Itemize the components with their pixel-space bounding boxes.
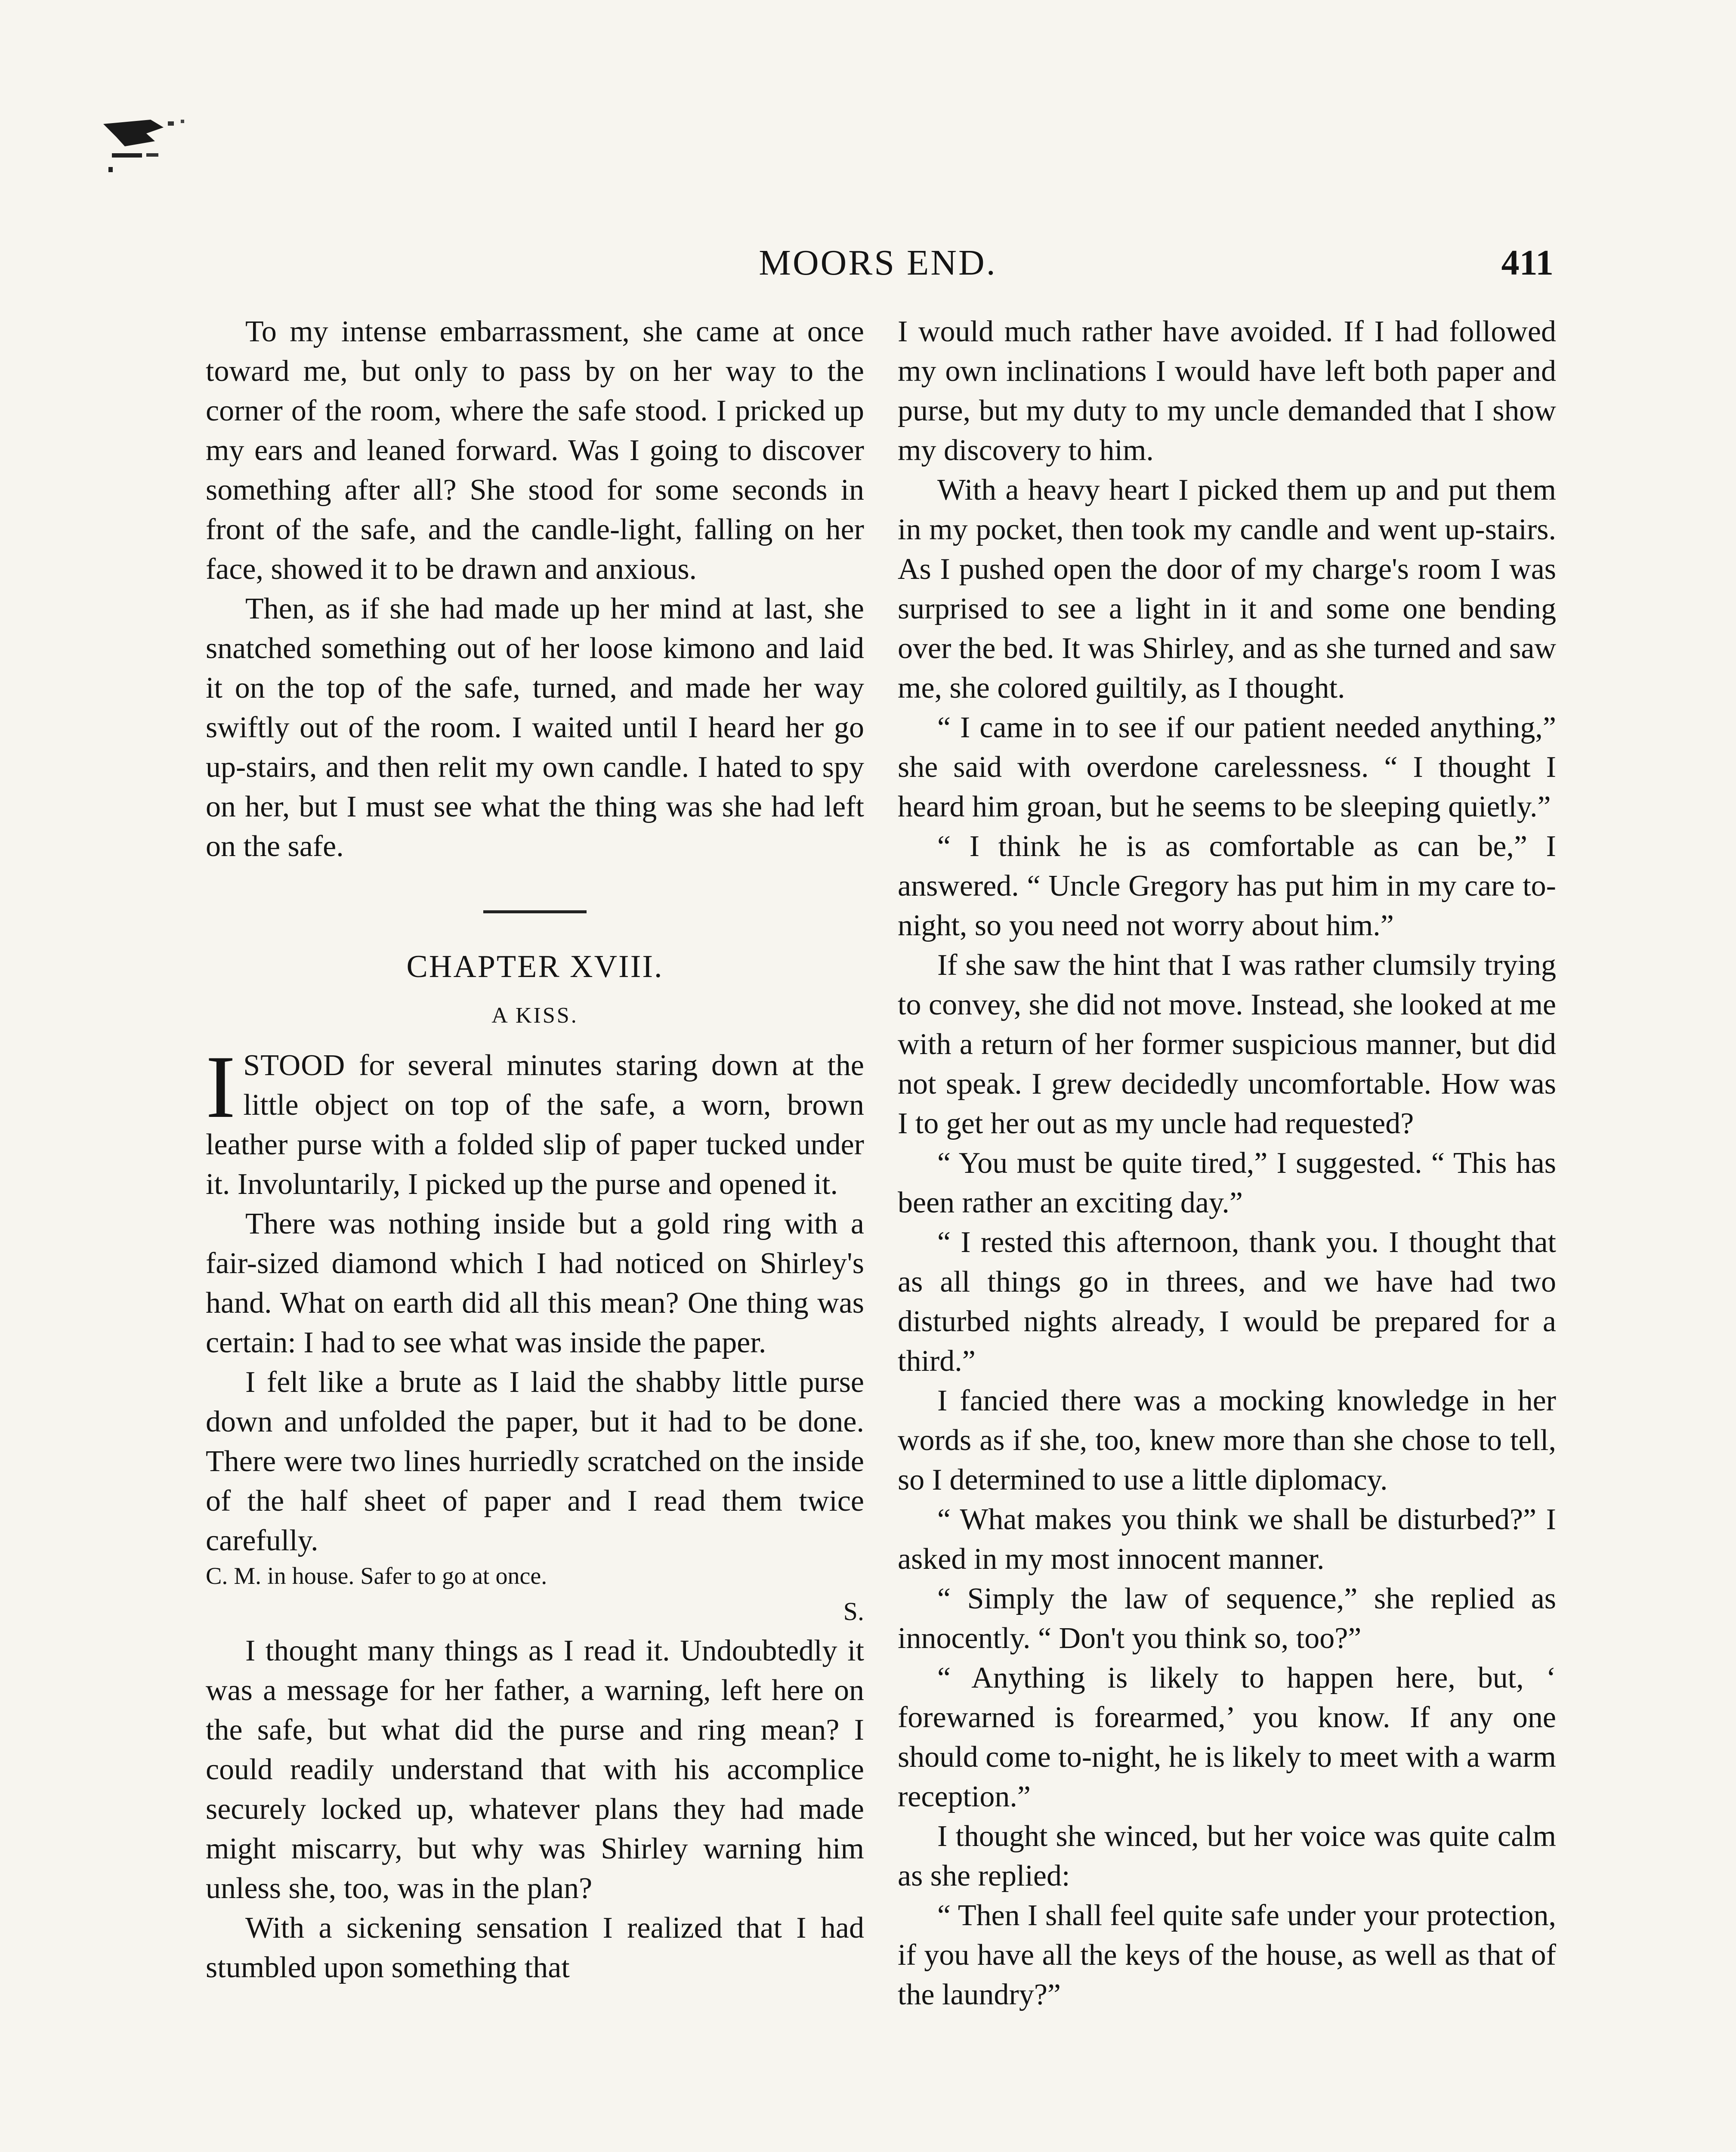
paragraph: “ I rested this afternoon, thank you. I thought that as all things go in threes, and we have had two disturbed nights already, I would be prepared for a third.” [898, 1226, 1556, 1378]
page-number: 411 [1501, 243, 1554, 283]
paragraph: I fancied there was a mocking knowledge in her words as if she, too, knew more than she chose to tell, so I determined to use a little diplomacy. [898, 1384, 1556, 1497]
opening-words: STOOD [243, 1049, 346, 1082]
paragraph: I thought she winced, but her voice was quite calm as she replied: [898, 1820, 1556, 1892]
running-head [202, 242, 1554, 289]
paragraph: If she saw the hint that I was rather clumsily trying to convey, she did not move. Instead, she looked at me with a return of her former suspicious manner, but did not speak. I grew decidedly uncomfortable. How was I to get her out as my uncle had requested? [898, 949, 1556, 1140]
paragraph: “ I came in to see if our patient needed anything,” she said with overdone carelessness. “ I thought I heard him groan, but he seems to be sleeping quietly.” [898, 711, 1556, 823]
paragraph: With a heavy heart I picked them up and put them in my pocket, then took my candle and went up-stairs. As I pushed open the door of my charge's room I was surprised to see a light in it and some one bending over the bed. It was Shirley, and as she turned and saw me, she colored guiltily, as I thought. [898, 473, 1556, 705]
paragraph: “ Anything is likely to happen here, but, ‘ forewarned is forearmed,’ you know. If any one should come to-night, he is likely to meet with a warm reception.” [898, 1661, 1556, 1813]
paragraph-continuation: I would much rather have avoided. If I had followed my own inclinations I would have left both paper and purse, but my duty to my uncle demanded that I show my discovery to him. [898, 315, 1556, 467]
opening-text: for several minutes staring down at the little object on top of the safe, a worn, brown leather purse with a folded slip of paper tucked under it. Involuntarily, I picked up the purse and opened it. [206, 1049, 864, 1201]
paragraph: “ Then I shall feel quite safe under your protection, if you have all the keys of the house, as well as that of the laundry?” [898, 1899, 1556, 2011]
note-text: C. M. in house. Safer to go at once. [206, 1563, 547, 1589]
running-title: MOORS END. [759, 243, 997, 283]
paragraph: I felt like a brute as I laid the shabby little purse down and unfolded the paper, but it had to be done. There were two lines hurriedly scratched on the inside of the half sheet of paper and I read them twice carefully. [206, 1366, 864, 1557]
paragraph: “ You must be quite tired,” I suggested. “ This has been rather an exciting day.” [898, 1147, 1556, 1219]
section-divider [483, 910, 587, 913]
note-signature: S. [843, 1597, 864, 1626]
ink-smudge-mark [99, 107, 215, 176]
left-column [206, 312, 864, 1988]
paragraph: “ I think he is as comfortable as can be,” I answered. “ Uncle Gregory has put him in my care to-night, so you need not worry about him.” [898, 830, 1556, 942]
paragraph: “ What makes you think we shall be disturbed?” I asked in my most innocent manner. [898, 1503, 1556, 1576]
paragraph: To my intense embarrassment, she came at once toward me, but only to pass by on her way to the corner of the room, where the safe stood. I pricked up my ears and leaned forward. Was I going to discover something after all? She stood for some seconds in front of the safe, and the candle-light, falling on her face, showed it to be drawn and anxious. [206, 315, 864, 586]
paragraph: With a sickening sensation I realized that I had stumbled upon something that [206, 1911, 864, 1984]
chapter-opening-paragraph [206, 1037, 864, 1204]
paragraph: I thought many things as I read it. Undoubtedly it was a message for her father, a warning, left here on the safe, but what did the purse and ring mean? I could readily understand that with his accomplice securely locked up, whatever plans they had made might miscarry, but why was Shirley warning him unless she, too, was in the plan? [206, 1634, 864, 1905]
drop-cap: I [206, 1037, 236, 1136]
paragraph: There was nothing inside but a gold ring with a fair-sized diamond which I had noticed on Shirley's hand. What on earth did all this mean? One thing was certain: I had to see what was inside the paper. [206, 1207, 864, 1359]
paragraph: “ Simply the law of sequence,” she replied as innocently. “ Don't you think so, too?” [898, 1582, 1556, 1655]
chapter-title: CHAPTER XVIII. [406, 949, 664, 984]
right-column [898, 312, 1556, 2015]
paragraph: Then, as if she had made up her mind at last, she snatched something out of her loose kimono and laid it on the top of the safe, turned, and made her way swiftly out of the room. I waited until I heard her go up-stairs, and then relit my own candle. I hated to spy on her, but I must see what the thing was she had left on the safe. [206, 592, 864, 863]
chapter-subtitle: A KISS. [491, 1003, 578, 1028]
